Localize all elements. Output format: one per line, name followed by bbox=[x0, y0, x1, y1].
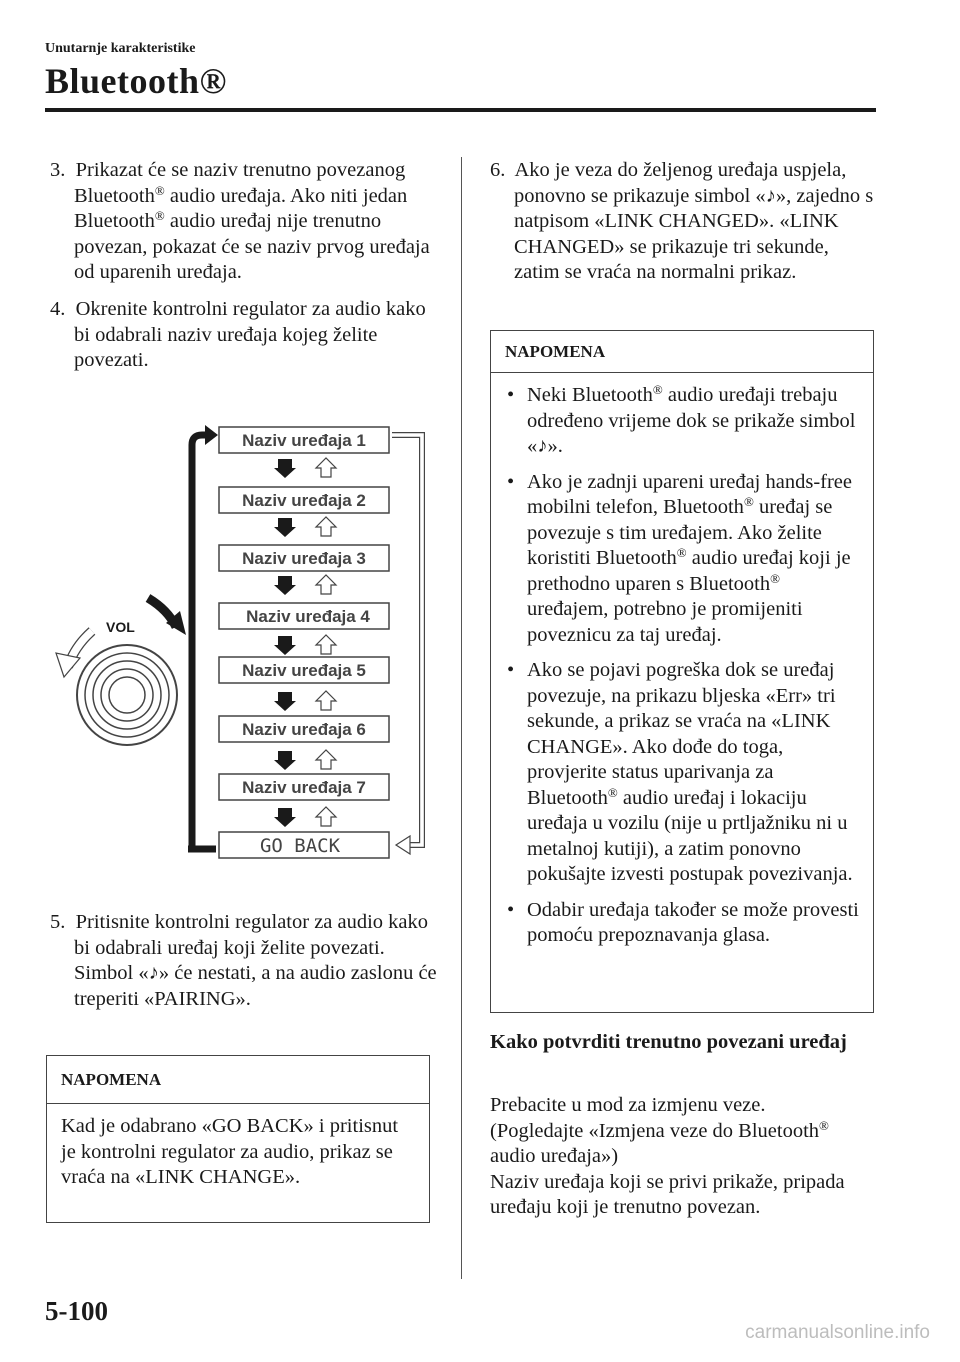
device-item-2 bbox=[219, 487, 389, 513]
svg-text:Naziv uređaja 4: Naziv uređaja 4 bbox=[246, 607, 370, 626]
note-bullet: • Ako se pojavi pogreška dok se uređaj povezuje, na prikazu bljeska «Err» tri sekunde, a prikaz se vraća na «LINK CHANGE». Ako dođe do toga, provjerite status uparivanja za Bluetooth® audio uređaj i lokaciju uređaja u vozilu (nije u prtljažniku ni u metalnoj kutiji), a zatim ponovno pokušajte izvesti postupak povezivanja. bbox=[505, 658, 859, 888]
svg-text:Naziv uređaja 3: Naziv uređaja 3 bbox=[242, 549, 366, 568]
device-item-4 bbox=[219, 603, 389, 629]
note-bullet: • Neki Bluetooth® audio uređaji trebaju određeno vrijeme dok se prikaže simbol «♪». bbox=[505, 383, 859, 460]
note-box-right bbox=[490, 330, 874, 1013]
page-number: 5-100 bbox=[45, 1296, 108, 1326]
svg-text:Naziv uređaja 6: Naziv uređaja 6 bbox=[242, 720, 366, 739]
svg-text:Naziv uređaja 2: Naziv uređaja 2 bbox=[242, 491, 366, 510]
svg-text:Naziv uređaja 7: Naziv uređaja 7 bbox=[242, 778, 366, 797]
registered-mark: ® bbox=[154, 182, 165, 198]
section-kicker: Unutarnje karakteristike bbox=[45, 41, 196, 56]
device-item-5 bbox=[219, 657, 389, 683]
vol-label: VOL bbox=[106, 619, 135, 635]
device-item-7 bbox=[219, 774, 389, 800]
note-bullet: • Odabir uređaja također se može provesti pomoću prepoznavanja glasa. bbox=[505, 898, 859, 949]
step-5: 5. Pritisnite kontrolni regulator za audio kako bi odabrali uređaj koji želite povezati. Simbol «♪» će nestati, a na audio zaslonu će treperiti «PAIRING». bbox=[50, 911, 437, 1010]
column-divider bbox=[461, 157, 462, 1279]
step-3: 3. Prikazat će se naziv trenutno povezanog Bluetooth® audio uređaja. Ako niti jedan Bluetooth® audio uređaj nije trenutno povezan, pokazat će se naziv prvog uređaja od uparenih uređaja. bbox=[50, 159, 430, 283]
svg-text:GO BACK: GO BACK bbox=[259, 835, 341, 857]
go-back-item bbox=[219, 832, 389, 858]
device-item-3 bbox=[219, 545, 389, 571]
device-item-1 bbox=[219, 427, 389, 453]
page-title: Bluetooth® bbox=[45, 61, 227, 101]
step-4: 4. Okrenite kontrolni regulator za audio kako bi odabrali naziv uređaja kojeg želite povezati. bbox=[50, 298, 426, 371]
device-selection-diagram bbox=[40, 415, 440, 865]
step-6: 6. Ako je veza do željenog uređaja uspjela, ponovno se prikazuje simbol «♪», zajedno s natpisom «LINK CHANGED». «LINK CHANGED» se prikazuje tri sekunde, zatim se vraća na normalni prikaz. bbox=[490, 159, 874, 283]
music-note-icon: ♪ bbox=[765, 184, 776, 207]
title-rule bbox=[45, 108, 876, 112]
device-item-6 bbox=[219, 716, 389, 742]
note-text: Kad je odabrano «GO BACK» i pritisnut je kontrolni regulator za audio, prikaz se vraća na «LINK CHANGE». bbox=[61, 1115, 399, 1188]
svg-text:Naziv uređaja 5: Naziv uređaja 5 bbox=[242, 661, 366, 680]
music-note-icon: ♪ bbox=[537, 435, 548, 457]
music-note-icon: ♪ bbox=[148, 962, 159, 984]
note-heading: NAPOMENA bbox=[47, 1056, 429, 1104]
svg-text:Naziv uređaja 1: Naziv uređaja 1 bbox=[242, 431, 366, 450]
watermark: carmanualsonline.info bbox=[745, 1322, 930, 1343]
note-heading: NAPOMENA bbox=[491, 331, 873, 373]
confirm-heading: Kako potvrditi trenutno povezani uređaj bbox=[490, 1031, 847, 1053]
confirm-text: Prebacite u mod za izmjenu veze. (Pogledajte «Izmjena veze do Bluetooth® audio uređaja») Naziv uređaja koji se privi prikaže, pripada uređaju koji je trenutno povezan. bbox=[490, 1094, 845, 1218]
registered-mark: ® bbox=[154, 207, 165, 223]
note-bullet: • Ako je zadnji upareni uređaj hands-free mobilni telefon, Bluetooth® uređaj se povezuje s tim uređajem. Ako želite koristiti Bluetooth® audio uređaj koji je prethodno uparen s Bluetooth® uređajem, potrebno je promijeniti poveznicu za taj uređaj. bbox=[505, 470, 859, 649]
note-box-left bbox=[46, 1055, 430, 1223]
vol-knob bbox=[77, 645, 177, 745]
